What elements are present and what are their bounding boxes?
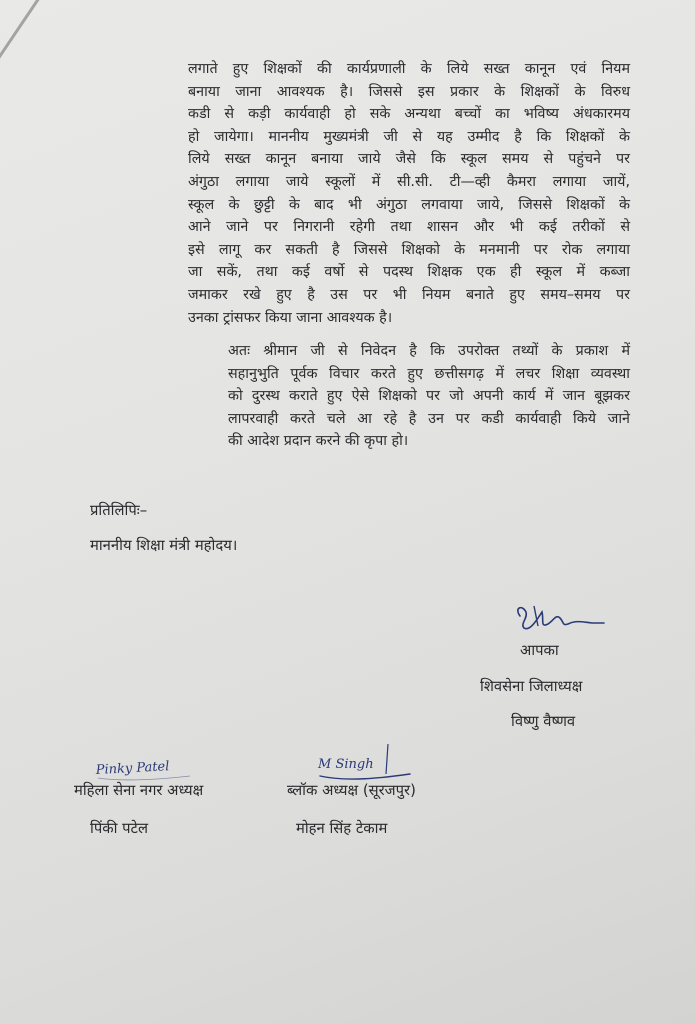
sender-designation: शिवसेना जिलाध्यक्ष — [480, 678, 583, 695]
paper-fold-edge — [0, 0, 53, 63]
body-line: अंगुठा लगाया जाये स्कूलों में सी.सी. टी—व्ही कैमरा लगाया जायें, — [188, 173, 630, 190]
cosigner-left-designation: महिला सेना नगर अध्यक्ष — [74, 782, 204, 799]
copy-to-label: प्रतिलिपिः– — [90, 502, 148, 519]
copy-to-recipient: माननीय शिक्षा मंत्री महोदय। — [90, 537, 238, 554]
body-line: लिये सख्त कानून बनाया जाये जैसे कि स्कूल समय से पहुंचने पर — [188, 151, 630, 168]
request-line: लापरवाही करते चले आ रहे है उन पर कडी कार्यवाही किये जाने — [228, 410, 630, 427]
body-line: उनका ट्रांसफर किया जाना आवश्यक है। — [188, 309, 393, 326]
body-line: हो जायेगा। माननीय मुख्यमंत्री जी से यह उम्मीद है कि शिक्षकों के — [188, 128, 630, 145]
body-line: कडी से कड़ी कार्यवाही हो सके अन्यथा बच्चों का भविष्य अंधकारमय — [188, 106, 630, 123]
body-line: जा सकें, तथा कई वर्षो से पदस्थ शिक्षक एक ही स्कूल में कब्जा — [188, 264, 630, 281]
cosigner-right-designation: ब्लॉक अध्यक्ष (सूरजपुर) — [287, 782, 416, 799]
svg-text:M Singh: M Singh — [318, 757, 374, 772]
body-line: जमाकर रखे हुए है उस पर भी नियम बनाते हुए समय–समय पर — [188, 286, 630, 303]
body-line: इसे लागू कर सकती है जिससे शिक्षको के मनमानी पर रोक लगाया — [188, 241, 630, 258]
request-line: को दुरस्थ कराते हुए ऐसे शिक्षको पर जो अपनी कार्य में जान बूझकर — [228, 388, 630, 405]
cosigner-right-signature — [312, 738, 422, 782]
request-line: अतः श्रीमान जी से निवेदन है कि उपरोक्त तथ्यों के प्रकाश में — [228, 343, 630, 359]
body-line: स्कूल के छुट्टी के बाद भी अंगुठा लगवाया जाये, जिससे शिक्षकों के — [188, 196, 630, 213]
request-line: की आदेश प्रदान करने की कृपा हो। — [228, 433, 409, 450]
body-paragraph — [188, 58, 630, 329]
sender-signature — [512, 598, 612, 638]
body-line: आने जाने पर निगरानी रहेगी तथा शासन और भी कई तरीकों से — [188, 219, 630, 236]
cosigner-right-name: मोहन सिंह टेकाम — [296, 820, 388, 837]
cosigner-left-name: पिंकी पटेल — [90, 820, 149, 837]
sender-closing: आपका — [520, 642, 559, 659]
sender-name: विष्णु वैष्णव — [511, 713, 576, 730]
body-line: बनाया जाना आवश्यक है। जिससे इस प्रकार के शिक्षकों के विरुध — [188, 83, 630, 100]
request-line: सहानुभुति पूर्वक विचार करते हुए छत्तीसगढ़ में लचर शिक्षा व्यवस्था — [228, 365, 630, 382]
body-line: लगाते हुए शिक्षकों की कार्यप्रणाली के लिये सख्त कानून एवं नियम — [188, 61, 630, 77]
request-paragraph — [188, 340, 630, 453]
svg-text:Pinky Patel: Pinky Patel — [95, 759, 170, 778]
